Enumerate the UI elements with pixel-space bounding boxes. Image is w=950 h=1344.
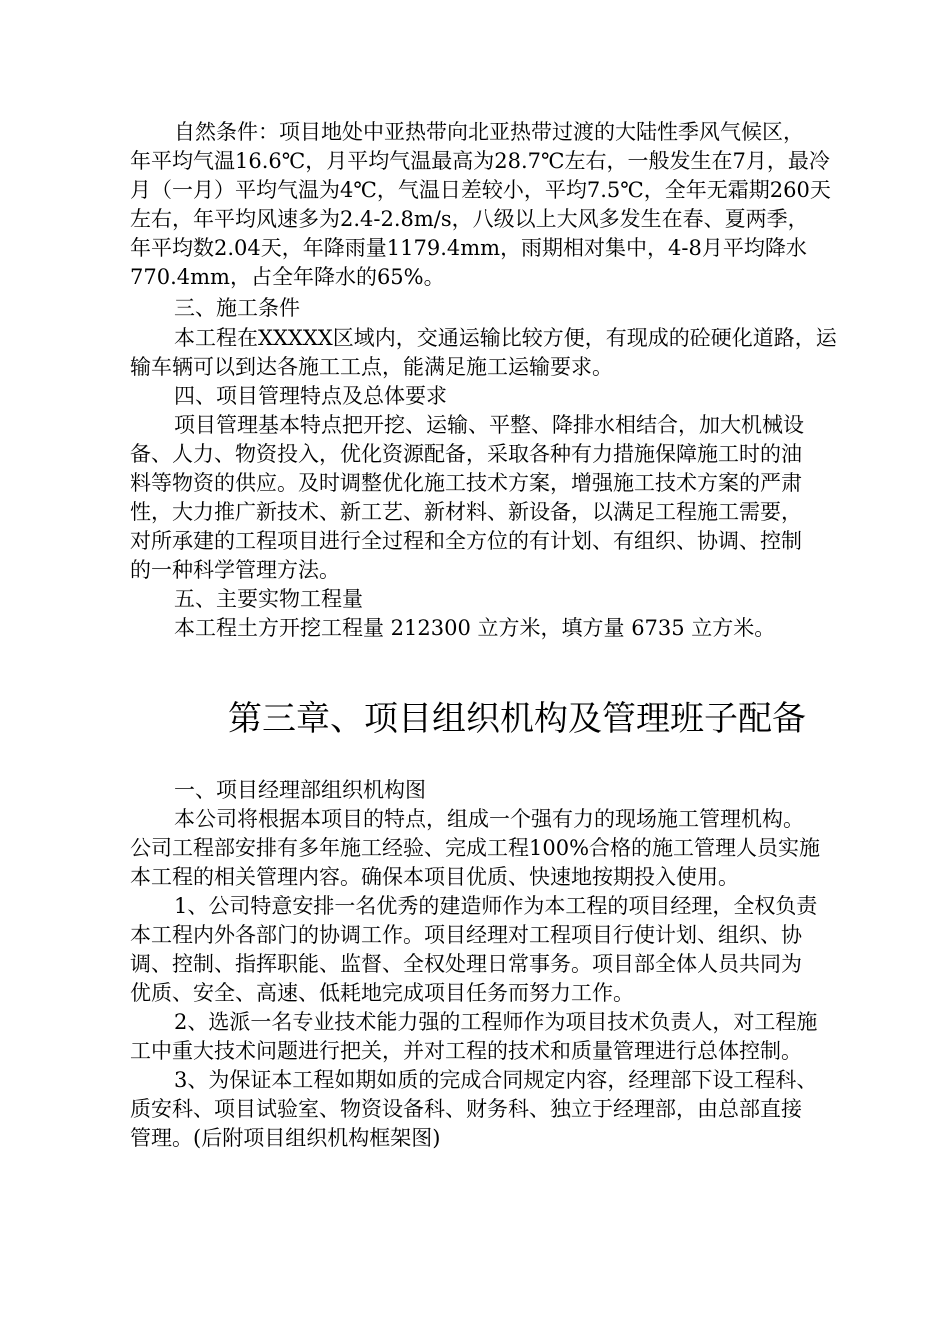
natural-conditions-line: 年平均数2.04天，年降雨量1179.4mm，雨期相对集中，4-8月平均降水 bbox=[130, 236, 807, 260]
construction-conditions-line: 输车辆可以到达各施工工点，能满足施工运输要求。 bbox=[130, 355, 613, 379]
item-3-line: 质安科、项目试验室、物资设备科、财务科、独立于经理部，由总部直接 bbox=[130, 1097, 802, 1121]
natural-conditions-line: 左右，年平均风速多为2.4-2.8m/s，八级以上大风多发生在春、夏两季， bbox=[130, 207, 809, 231]
item-3-line: 3、为保证本工程如期如质的完成合同规定内容，经理部下设工程科、 bbox=[174, 1068, 818, 1092]
management-features-line: 项目管理基本特点把开挖、运输、平整、降排水相结合，加大机械设 bbox=[174, 413, 804, 437]
org-intro-line: 本公司将根据本项目的特点，组成一个强有力的现场施工管理机构。 bbox=[174, 807, 804, 831]
construction-conditions-heading: 三、施工条件 bbox=[174, 296, 300, 320]
management-features-line: 料等物资的供应。及时调整优化施工技术方案，增强施工技术方案的严肃 bbox=[130, 471, 802, 495]
management-features-line: 的一种科学管理方法。 bbox=[130, 558, 340, 582]
natural-conditions-line: 自然条件：项目地处中亚热带向北亚热带过渡的大陆性季风气候区， bbox=[174, 120, 804, 144]
management-features-line: 备、人力、物资投入，优化资源配备，采取各种有力措施保障施工时的油 bbox=[130, 442, 802, 466]
natural-conditions-line: 770.4mm，占全年降水的65%。 bbox=[130, 265, 445, 289]
chapter-title: 第三章、项目组织机构及管理班子配备 bbox=[228, 699, 806, 739]
item-1-line: 本工程内外各部门的协调工作。项目经理对工程项目行使计划、组织、协 bbox=[130, 923, 802, 947]
org-intro-line: 本工程的相关管理内容。确保本项目优质、快速地按期投入使用。 bbox=[130, 865, 739, 889]
construction-conditions-line: 本工程在XXXXX区域内，交通运输比较方便，有现成的砼硬化道路，运 bbox=[174, 326, 837, 350]
management-features-line: 对所承建的工程项目进行全过程和全方位的有计划、有组织、协调、控制 bbox=[130, 529, 802, 553]
item-1-line: 1、公司特意安排一名优秀的建造师作为本工程的项目经理，全权负责 bbox=[174, 894, 818, 918]
item-1-line: 调、控制、指挥职能、监督、全权处理日常事务。项目部全体人员共同为 bbox=[130, 952, 802, 976]
natural-conditions-line: 月（一月）平均气温为4℃，气温日差较小，平均7.5℃，全年无霜期260天 bbox=[130, 178, 831, 202]
item-3-line: 管理。(后附项目组织机构框架图) bbox=[130, 1126, 441, 1150]
item-2-line: 工中重大技术问题进行把关，并对工程的技术和质量管理进行总体控制。 bbox=[130, 1039, 802, 1063]
quantities-line: 本工程土方开挖工程量 212300 立方米，填方量 6735 立方米。 bbox=[174, 616, 776, 640]
natural-conditions-line: 年平均气温16.6℃，月平均气温最高为28.7℃左右，一般发生在7月，最冷 bbox=[130, 149, 830, 173]
management-features-heading: 四、项目管理特点及总体要求 bbox=[174, 384, 447, 408]
quantities-heading: 五、主要实物工程量 bbox=[174, 587, 363, 611]
item-1-line: 优质、安全、高速、低耗地完成项目任务而努力工作。 bbox=[130, 981, 634, 1005]
management-features-line: 性，大力推广新技术、新工艺、新材料、新设备，以满足工程施工需要， bbox=[130, 500, 802, 524]
org-intro-line: 公司工程部安排有多年施工经验、完成工程100%合格的施工管理人员实施 bbox=[130, 836, 821, 860]
item-2-line: 2、选派一名专业技术能力强的工程师作为项目技术负责人，对工程施 bbox=[174, 1010, 818, 1034]
org-structure-heading: 一、项目经理部组织机构图 bbox=[174, 778, 426, 802]
